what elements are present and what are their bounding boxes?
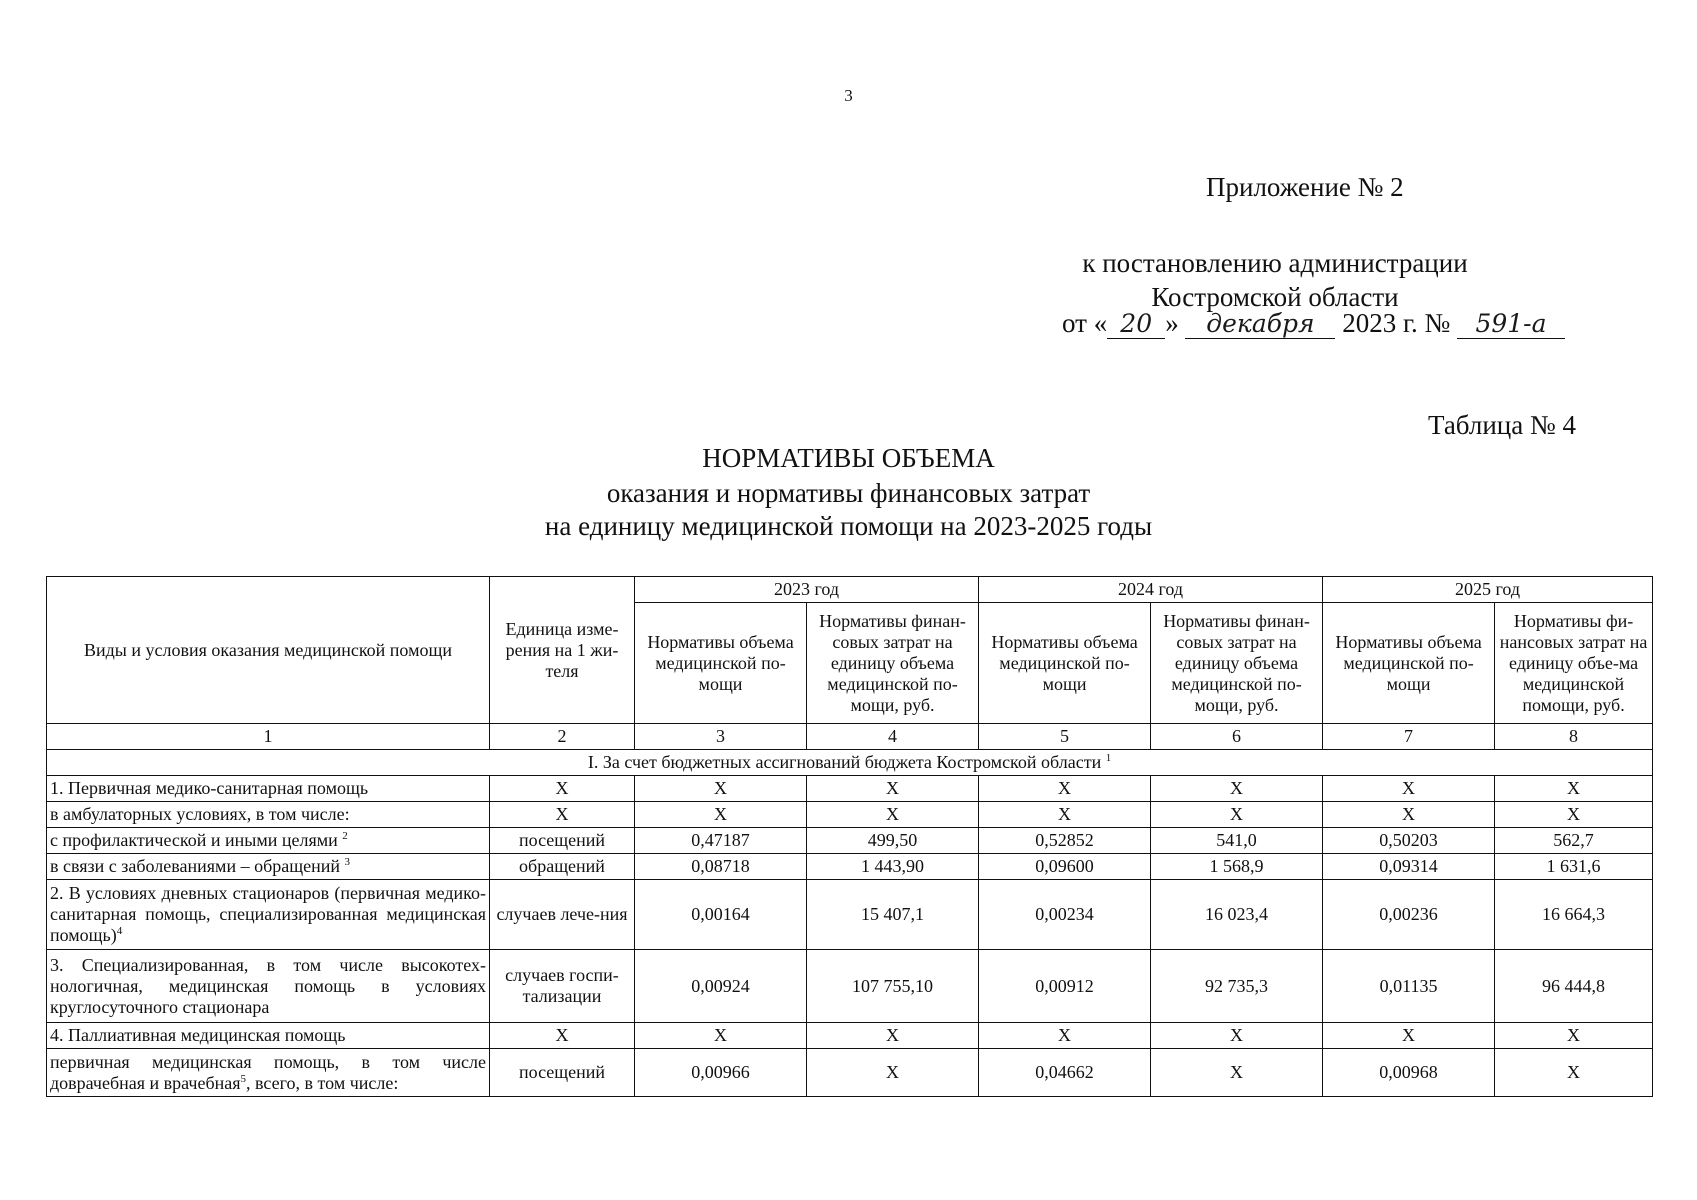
cell-value: Х: [807, 776, 979, 802]
row-label: в связи с заболеваниями – обращений: [50, 856, 340, 876]
row-label: 4. Паллиативная медицинская помощь: [47, 1023, 490, 1049]
appendix-title: Приложение № 2: [1206, 172, 1404, 202]
page-number: 3: [844, 86, 853, 105]
date-mid: »: [1165, 308, 1179, 338]
cell-unit: обращений: [490, 854, 635, 880]
header-year-2024: 2024 год: [979, 577, 1323, 603]
subheader-volume-2023: Нормативы объема медицинской по-мощи: [635, 603, 807, 724]
cell-value: Х: [1323, 802, 1495, 828]
row-label-continuation: , всего, в том числе:: [246, 1072, 399, 1093]
row-label: 1. Первичная медико-санитарная помощь: [47, 776, 490, 802]
decree-line-1: к постановлению администрации: [1082, 248, 1468, 278]
cell-value: 0,01135: [1323, 950, 1495, 1023]
subheader-cost-2025: Нормативы фи-нансовых затрат на единицу объе-ма медицинской помощи, руб.: [1495, 603, 1653, 724]
document-title: НОРМАТИВЫ ОБЪЕМА: [702, 443, 995, 473]
norms-table: [46, 576, 1653, 1097]
cell-unit: Х: [490, 776, 635, 802]
footnote-mark: 3: [344, 856, 350, 868]
decree-date-line: [1062, 308, 1565, 339]
row-label: первичная медицинская помощь, в том числе доврачебная и врачебная: [50, 1051, 486, 1093]
column-number: 5: [979, 724, 1151, 750]
row-label: 3. Специализированная, в том числе высокотех-нологичная, медицинская помощь в условиях круглосуточного стационара: [47, 950, 490, 1023]
cell-value: Х: [635, 802, 807, 828]
cell-value: 1 568,9: [1151, 854, 1323, 880]
date-prefix: от «: [1062, 308, 1108, 338]
cell-unit: посещений: [490, 828, 635, 854]
cell-value: Х: [1151, 1049, 1323, 1097]
cell-value: 0,00924: [635, 950, 807, 1023]
subheader-cost-2024: Нормативы финан-совых затрат на единицу объема медицинской по-мощи, руб.: [1151, 603, 1323, 724]
column-number: 2: [490, 724, 635, 750]
handwritten-month: декабря: [1185, 310, 1335, 339]
cell-unit: Х: [490, 1023, 635, 1049]
table-row: [47, 854, 1653, 880]
cell-value: 0,00912: [979, 950, 1151, 1023]
table-row: [47, 1049, 1653, 1097]
subheader-cost-2023: Нормативы финан-совых затрат на единицу объема медицинской по-мощи, руб.: [807, 603, 979, 724]
cell-value: 1 443,90: [807, 854, 979, 880]
cell-value: 499,50: [807, 828, 979, 854]
cell-value: 0,00234: [979, 880, 1151, 950]
footnote-mark: 5: [240, 1072, 247, 1085]
subheader-volume-2024: Нормативы объема медицинской по-мощи: [979, 603, 1151, 724]
table-row: [47, 828, 1653, 854]
cell-value: 0,09600: [979, 854, 1151, 880]
cell-value: Х: [979, 802, 1151, 828]
cell-unit: случаев госпи-тализации: [490, 950, 635, 1023]
row-label: в амбулаторных условиях, в том числе:: [47, 802, 490, 828]
document-subtitle-2: на единицу медицинской помощи на 2023-2025 годы: [544, 511, 1153, 541]
header-row-column-numbers: [47, 724, 1653, 750]
column-number: 7: [1323, 724, 1495, 750]
footnote-mark: 4: [116, 925, 123, 937]
row-label-cell: [47, 1049, 490, 1097]
year-text: 2023 г. №: [1342, 308, 1451, 338]
cell-value: Х: [635, 776, 807, 802]
cell-value: Х: [1323, 776, 1495, 802]
section-heading: [47, 750, 1653, 776]
cell-value: 0,47187: [635, 828, 807, 854]
header-types-conditions: Виды и условия оказания медицинской помощи: [47, 577, 490, 724]
cell-value: Х: [807, 1023, 979, 1049]
cell-value: 16 023,4: [1151, 880, 1323, 950]
column-number: 3: [635, 724, 807, 750]
cell-unit: Х: [490, 802, 635, 828]
column-number: 1: [47, 724, 490, 750]
cell-value: Х: [807, 1049, 979, 1097]
cell-value: 0,09314: [1323, 854, 1495, 880]
cell-value: Х: [1495, 776, 1653, 802]
cell-value: 0,00164: [635, 880, 807, 950]
cell-value: 0,52852: [979, 828, 1151, 854]
cell-value: 92 735,3: [1151, 950, 1323, 1023]
cell-value: Х: [1495, 1049, 1653, 1097]
column-number: 4: [807, 724, 979, 750]
cell-value: Х: [979, 776, 1151, 802]
table-row: [47, 802, 1653, 828]
decree-line-2: Костромской области: [1151, 282, 1399, 312]
cell-value: 562,7: [1495, 828, 1653, 854]
row-label-cell: [47, 828, 490, 854]
cell-value: Х: [1151, 1023, 1323, 1049]
cell-value: 0,04662: [979, 1049, 1151, 1097]
section-heading-text: I. За счет бюджетных ассигнований бюджета Костромской области: [587, 752, 1102, 772]
cell-value: 0,00236: [1323, 880, 1495, 950]
row-label-cell: [47, 880, 490, 950]
cell-value: Х: [635, 1023, 807, 1049]
cell-value: 541,0: [1151, 828, 1323, 854]
table-row: [47, 1023, 1653, 1049]
cell-value: 107 755,10: [807, 950, 979, 1023]
handwritten-day: 20: [1107, 310, 1165, 339]
header-unit: Единица изме-рения на 1 жи-теля: [490, 577, 635, 724]
cell-unit: посещений: [490, 1049, 635, 1097]
footnote-mark: 2: [342, 830, 348, 842]
cell-value: Х: [1495, 802, 1653, 828]
cell-value: Х: [979, 1023, 1151, 1049]
footnote-mark: 1: [1105, 752, 1112, 764]
cell-value: 16 664,3: [1495, 880, 1653, 950]
header-row-years: [47, 577, 1653, 603]
table-label: Таблица № 4: [1428, 410, 1576, 440]
column-number: 8: [1495, 724, 1653, 750]
cell-value: 0,00968: [1323, 1049, 1495, 1097]
decree-reference: [1040, 246, 1510, 314]
row-label: 2. В условиях дневных стационаров (первичная медико-санитарная помощь, специализированная медицинская помощь): [50, 883, 486, 945]
table-row: [47, 880, 1653, 950]
cell-value: 0,00966: [635, 1049, 807, 1097]
table-row: [47, 776, 1653, 802]
document-subtitle-1: оказания и нормативы финансовых затрат: [606, 478, 1091, 508]
cell-unit: случаев лече-ния: [490, 880, 635, 950]
section-row: [47, 750, 1653, 776]
cell-value: 1 631,6: [1495, 854, 1653, 880]
header-year-2023: 2023 год: [635, 577, 979, 603]
cell-value: 0,50203: [1323, 828, 1495, 854]
cell-value: Х: [1495, 1023, 1653, 1049]
cell-value: 0,08718: [635, 854, 807, 880]
cell-value: Х: [1151, 802, 1323, 828]
cell-value: 96 444,8: [1495, 950, 1653, 1023]
cell-value: 15 407,1: [807, 880, 979, 950]
handwritten-number: 591-а: [1457, 310, 1565, 339]
subheader-volume-2025: Нормативы объема медицинской по-мощи: [1323, 603, 1495, 724]
cell-value: Х: [1323, 1023, 1495, 1049]
cell-value: Х: [1151, 776, 1323, 802]
cell-value: Х: [807, 802, 979, 828]
row-label: с профилактической и иными целями: [50, 830, 338, 850]
header-year-2025: 2025 год: [1323, 577, 1653, 603]
column-number: 6: [1151, 724, 1323, 750]
table-row: [47, 950, 1653, 1023]
row-label-cell: [47, 854, 490, 880]
